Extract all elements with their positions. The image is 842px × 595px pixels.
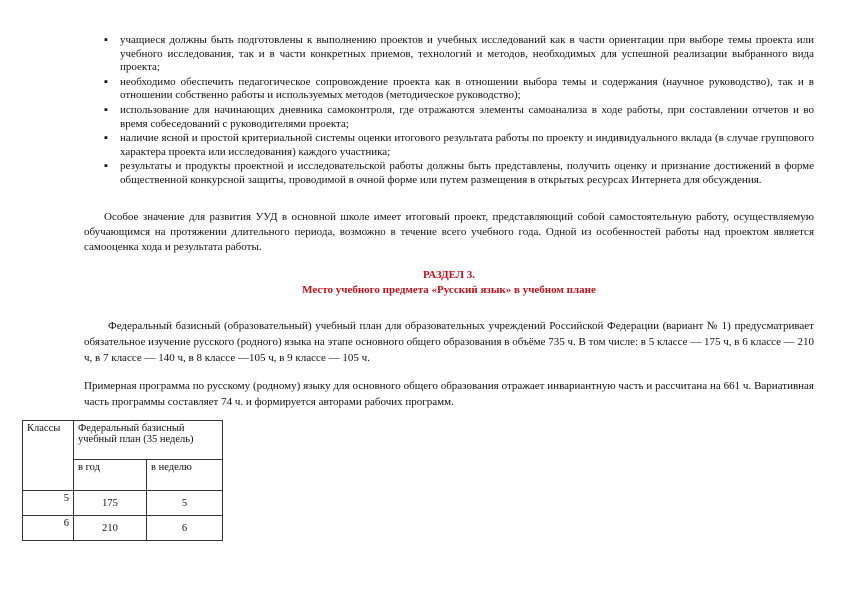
header-plan: Федеральный базисный учебный план (35 недель) [74, 421, 223, 460]
hours-table [22, 420, 223, 541]
cell-week: 5 [147, 491, 223, 516]
bullet-icon: ▪ [104, 34, 108, 46]
header-per-year: в год [74, 460, 147, 491]
bullet-icon: ▪ [104, 132, 108, 145]
bullet-icon: ▪ [104, 103, 108, 116]
table-row [23, 516, 223, 541]
header-per-week: в неделю [147, 460, 223, 491]
header-classes: Классы [23, 421, 74, 491]
list-item-text: результаты и продукты проектной и исследовательской работы должны быть представлены, получить оценку и признание достижений в форме общественной конкурсной защиты, проводимой в очной форме или путем размещения в открытых ресурсах Интернета для обсуждения. [120, 160, 814, 186]
list-item-text: необходимо обеспечить педагогическое сопровождение проекта как в отношении выбора темы и содержания (научное руководство), так и в отношении собственно работы и используемых методов (методическое руководство); [120, 75, 814, 102]
list-item [104, 76, 814, 103]
cell-class: 6 [23, 516, 74, 541]
section-number: РАЗДЕЛ 3. [422, 269, 476, 281]
list-item-text: учащиеся должны быть подготовлены к выполнению проектов и учебных исследований как в части ориентации при выборе темы проекта или учебного исследования, так и в части конкретных приемов, технологий и методов, необходимых для успешной реализации выбранного вида проекта; [120, 34, 814, 74]
requirements-list [104, 34, 814, 189]
cell-year: 175 [74, 491, 147, 516]
cell-class: 5 [23, 491, 74, 516]
table-header-row [23, 421, 223, 460]
bullet-icon: ▪ [104, 160, 108, 173]
curriculum-paragraph: Федеральный базисный (образовательный) учебный план для образовательных учреждений Российской Федерации (вариант № 1) предусматривает обязательное изучение русского (родного) языка на этапе основного общего образования в объёме 735 ч. В том числе: в 5 классе — 175 ч, в 6 классе — 210 ч, в 7 классе — 140 ч, в 8 классе —105 ч, в 9 классе — 105 ч. [84, 320, 814, 364]
section-heading [84, 268, 814, 298]
list-item-text: наличие ясной и простой критериальной системы оценки итогового результата работы по проекту и индивидуального вклада (в случае группового характера проекта или исследования) каждого участника; [120, 132, 814, 158]
list-item-text: использование для начинающих дневника самоконтроля, где отражаются элементы самоанализа в ходе работы, при составлении отчетов и во время собеседований с руководителями проекта; [120, 103, 814, 130]
final-project-paragraph: Особое значение для развития УУД в основной школе имеет итоговый проект, представляющий собой самостоятельную работу, осуществляемую обучающимся на протяжении длительного периода, возможно в течение всего учебного года. Одной из особенностей работы над проектом является самооценка хода и результата работы. [84, 211, 814, 253]
program-paragraph: Примерная программа по русскому (родному) языку для основного общего образования отражает инвариантную часть и рассчитана на 661 ч. Вариативная часть программы составляет 74 ч. и формируется авторами рабочих программ. [84, 380, 814, 408]
list-item [104, 104, 814, 131]
bullet-icon: ▪ [104, 75, 108, 88]
list-item [104, 160, 814, 187]
table-row [23, 491, 223, 516]
cell-year: 210 [74, 516, 147, 541]
list-item [104, 34, 814, 75]
cell-week: 6 [147, 516, 223, 541]
list-item [104, 132, 814, 159]
section-title: Место учебного предмета «Русский язык» в учебном плане [302, 284, 596, 296]
